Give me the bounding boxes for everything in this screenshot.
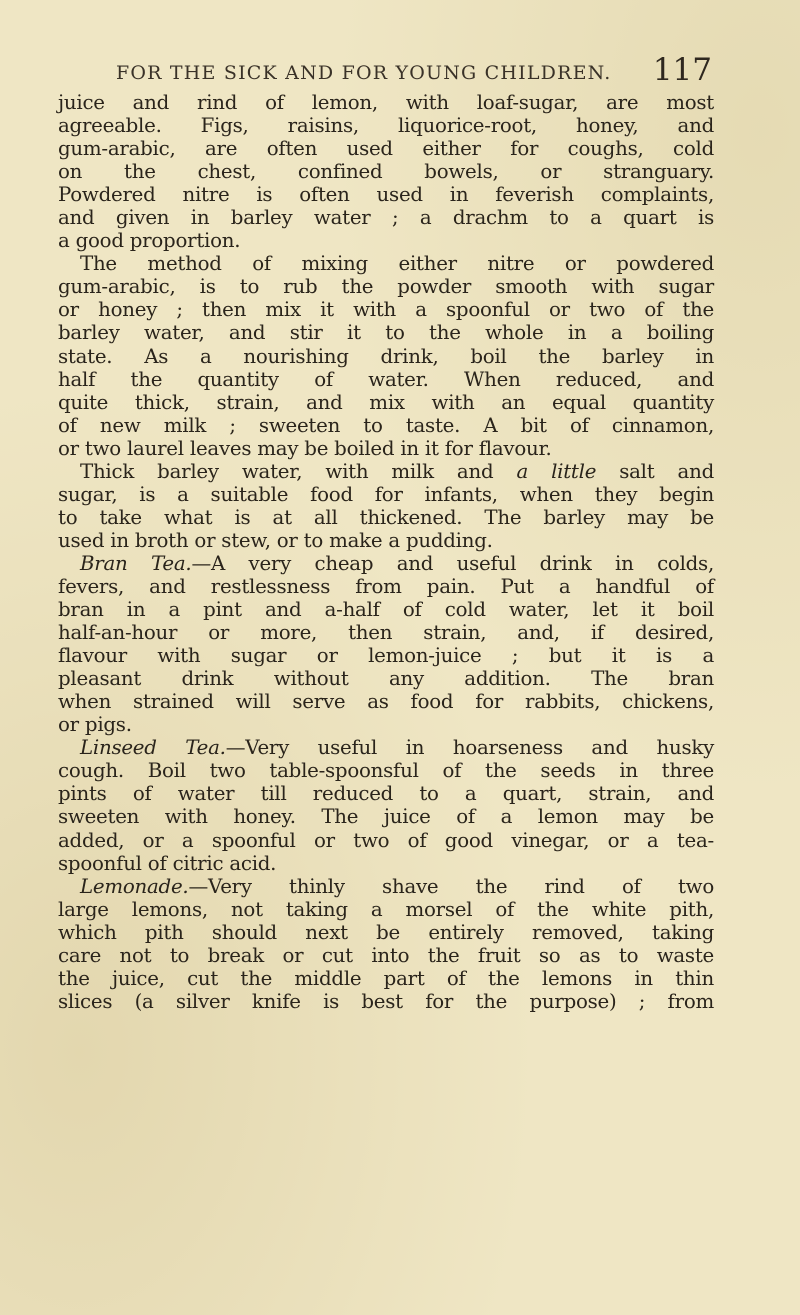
text-line [58,460,714,483]
text-line: state. As a nourishing drink, boil the barley in [58,344,714,368]
running-head [116,52,712,88]
text-line: the juice, cut the middle part of the lemons in thin [58,966,714,990]
text-line: fevers, and restlessness from pain. Put a handful of [58,574,714,598]
text-line: added, or a spoonful or two of good vinegar, or a tea- [58,828,714,852]
text-line [58,736,714,759]
text-segment: —Very thinly shave the rind of two [188,874,714,898]
text-line: large lemons, not taking a morsel of the white pith, [58,897,714,921]
text-line: on the chest, confined bowels, or stranguary. [58,160,714,184]
text-line: or two laurel leaves may be boiled in it for flavour. [58,436,552,460]
page-number: 117 [652,52,712,88]
text-line: or pigs. [58,713,132,737]
italic-phrase: a little [516,459,597,483]
recipe-heading-bran-tea: Bran Tea. [80,551,192,575]
text-line: sweeten with honey. The juice of a lemon may be [58,805,714,829]
text-line: flavour with sugar or lemon-juice ; but it is a [58,644,714,668]
text-line: a good proportion. [58,229,241,253]
body-text [58,91,714,1013]
text-line: gum-arabic, are often used either for coughs, cold [58,137,714,161]
text-segment: Thick barley water, with milk and [80,459,517,483]
recipe-heading-lemonade: Lemonade. [80,874,189,898]
text-line: gum-arabic, is to rub the powder smooth with sugar [58,275,714,299]
text-line: juice and rind of lemon, with loaf-sugar, are most [58,91,714,114]
text-line: slices (a silver knife is best for the purpose) ; from [58,989,714,1013]
text-line: used in broth or stew, or to make a pudding. [58,528,493,552]
text-line: pleasant drink without any addition. The bran [58,667,714,691]
text-line: and given in barley water ; a drachm to a quart is [58,206,714,230]
text-line: or honey ; then mix it with a spoonful or two of the [58,298,714,322]
text-segment: salt and [596,459,714,483]
text-line: of new milk ; sweeten to taste. A bit of cinnamon, [58,413,714,437]
text-line: Powdered nitre is often used in feverish complaints, [58,183,714,207]
text-line: care not to break or cut into the fruit so as to waste [58,943,714,967]
running-title: FOR THE SICK AND FOR YOUNG CHILDREN. [116,62,612,84]
text-segment: —A very cheap and useful drink in colds, [191,551,714,575]
text-line: The method of mixing either nitre or powdered [80,252,714,276]
text-line: bran in a pint and a-half of cold water, let it boil [58,598,714,622]
text-line: quite thick, strain, and mix with an equal quantity [58,390,714,414]
text-line [58,552,714,575]
text-line: spoonful of citric acid. [58,851,277,875]
recipe-heading-linseed-tea: Linseed Tea. [80,736,226,760]
text-line: sugar, is a suitable food for infants, when they begin [58,482,714,506]
text-line: pints of water till reduced to a quart, strain, and [58,782,714,806]
text-line: cough. Boil two table-spoonsful of the seeds in three [58,759,714,783]
text-line: agreeable. Figs, raisins, liquorice-root, honey, and [58,114,714,138]
text-line: to take what is at all thickened. The barley may be [58,505,714,529]
text-line: which pith should next be entirely removed, taking [58,920,714,944]
text-line: half-an-hour or more, then strain, and, if desired, [58,621,714,645]
text-line: half the quantity of water. When reduced, and [58,367,714,391]
text-segment: —Very useful in hoarseness and husky [225,736,715,760]
text-line: when strained will serve as food for rabbits, chickens, [58,690,714,714]
text-line: barley water, and stir it to the whole in a boiling [58,321,714,345]
text-line [58,875,714,898]
